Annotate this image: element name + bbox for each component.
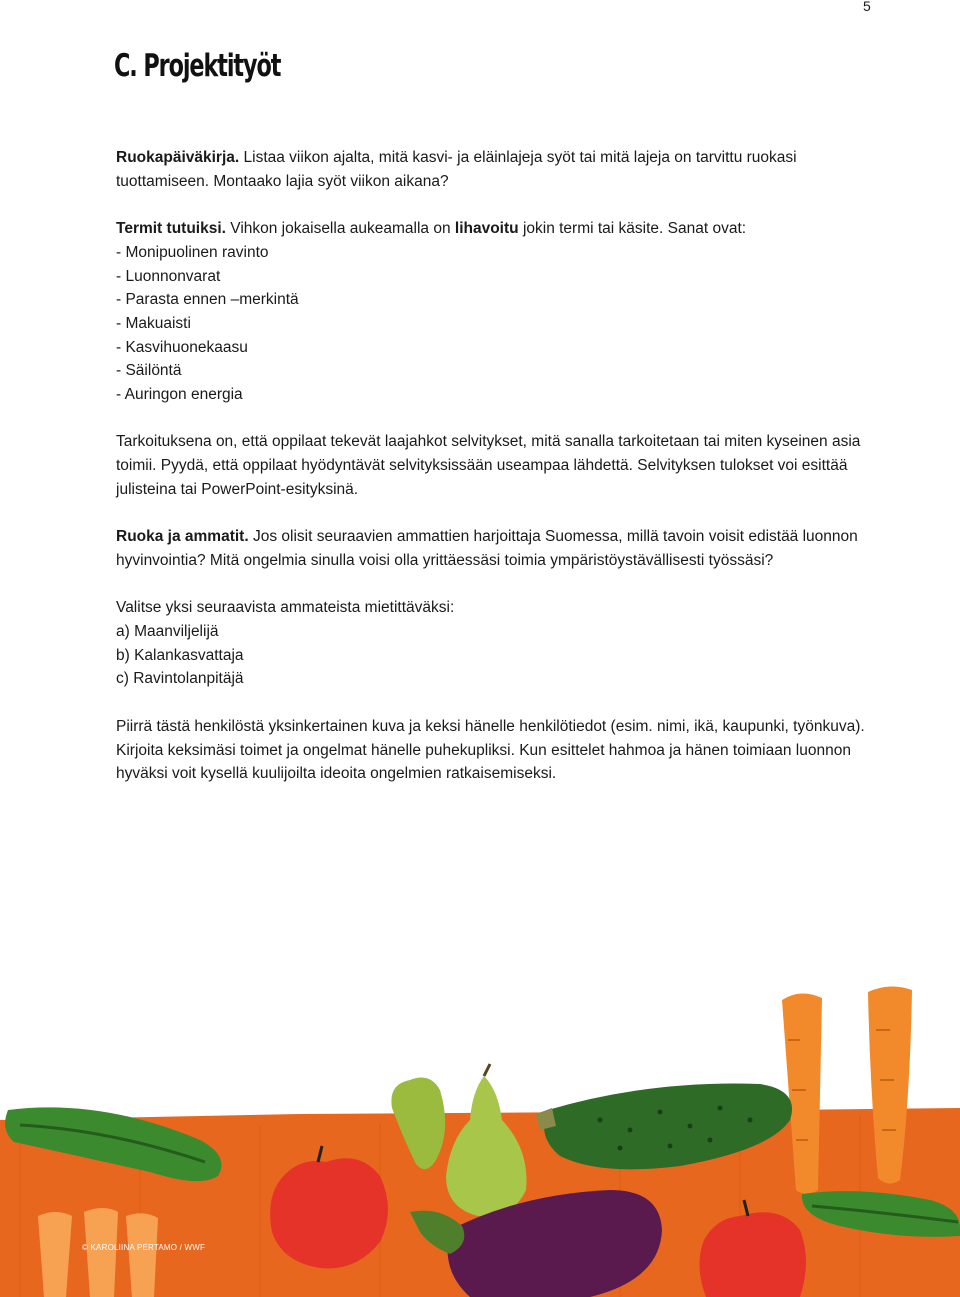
- terms-list-item: - Kasvihuonekaasu: [116, 338, 248, 356]
- terms-list-item: - Säilöntä: [116, 362, 182, 380]
- terms-list-item: - Makuaisti: [116, 314, 191, 332]
- terms-list-item: - Parasta ennen –merkintä: [116, 291, 299, 309]
- diary-paragraph: [116, 146, 886, 193]
- professions-text: Jos olisit seuraavien ammattien harjoittaja Suomessa, millä tavoin voisit edistää luonnon hyvinvointia? Mitä ongelmia sinulla voisi olla yrittäessäsi toimia ympäristöystävällisesti työssäsi?: [116, 528, 858, 569]
- professions-draw: Piirrä tästä henkilöstä yksinkertainen kuva ja keksi hänelle henkilötiedot (esim. nimi, ikä, kaupunki, työnkuva). Kirjoita keksimäsi toimet ja ongelmat hänelle puhekupliksi. Kun esittelet hahmoa ja hänen toimiaan luonnon hyväksi voit kysellä kuulijoilta ideoita ongelmien ratkaisemiseksi.: [116, 717, 865, 783]
- main-content: [116, 146, 886, 786]
- page-number: 5: [863, 0, 871, 14]
- profession-option: c) Ravintolanpitäjä: [116, 670, 244, 688]
- pear-2: [446, 1064, 527, 1216]
- carrot-left-1: [38, 1212, 72, 1297]
- professions-paragraph: [116, 525, 886, 572]
- profession-option: a) Maanviljelijä: [116, 623, 219, 640]
- terms-list-item: - Auringon energia: [116, 386, 243, 404]
- terms-list-item: - Luonnonvarat: [116, 267, 221, 285]
- illustration-credit: © KAROLIINA PERTAMO / WWF: [82, 1243, 206, 1252]
- terms-purpose: Tarkoituksena on, että oppilaat tekevät laajahkot selvitykset, mitä sanalla tarkoitetaan tai miten kyseinen asia toimii. Pyydä, että oppilaat hyödyntävät selvityksissään useampaa lähdettä. Selvityksen tulokset voi esittää julisteina tai PowerPoint-esityksinä.: [116, 433, 861, 498]
- terms-paragraph: [116, 217, 886, 241]
- terms-list: [116, 241, 886, 407]
- profession-option: b) Kalankasvattaja: [116, 646, 244, 664]
- page-title: C. Projektityöt: [114, 48, 281, 84]
- terms-text-after: jokin termi tai käsite.: [522, 220, 664, 238]
- professions-label: Ruoka ja ammatit.: [116, 528, 249, 546]
- terms-list-item: - Monipuolinen ravinto: [116, 243, 269, 261]
- diary-label: Ruokapäiväkirja.: [116, 149, 240, 166]
- terms-bold-word: lihavoitu: [454, 220, 519, 238]
- carrot-left-2: [84, 1208, 118, 1297]
- terms-text-before: Vihkon jokaisella aukeamalla on: [230, 220, 451, 238]
- professions-options: [116, 620, 886, 691]
- terms-words-intro: Sanat ovat:: [667, 220, 747, 238]
- terms-label: Termit tutuiksi.: [116, 220, 226, 238]
- diary-text: Listaa viikon ajalta, mitä kasvi- ja eläinlajeja syöt tai mitä lajeja on tarvittu ruokasi tuottamiseen. Montaako lajia syöt viikon aikana?: [116, 149, 797, 190]
- professions-choose: Valitse yksi seuraavista ammateista mietittäväksi:: [116, 599, 455, 617]
